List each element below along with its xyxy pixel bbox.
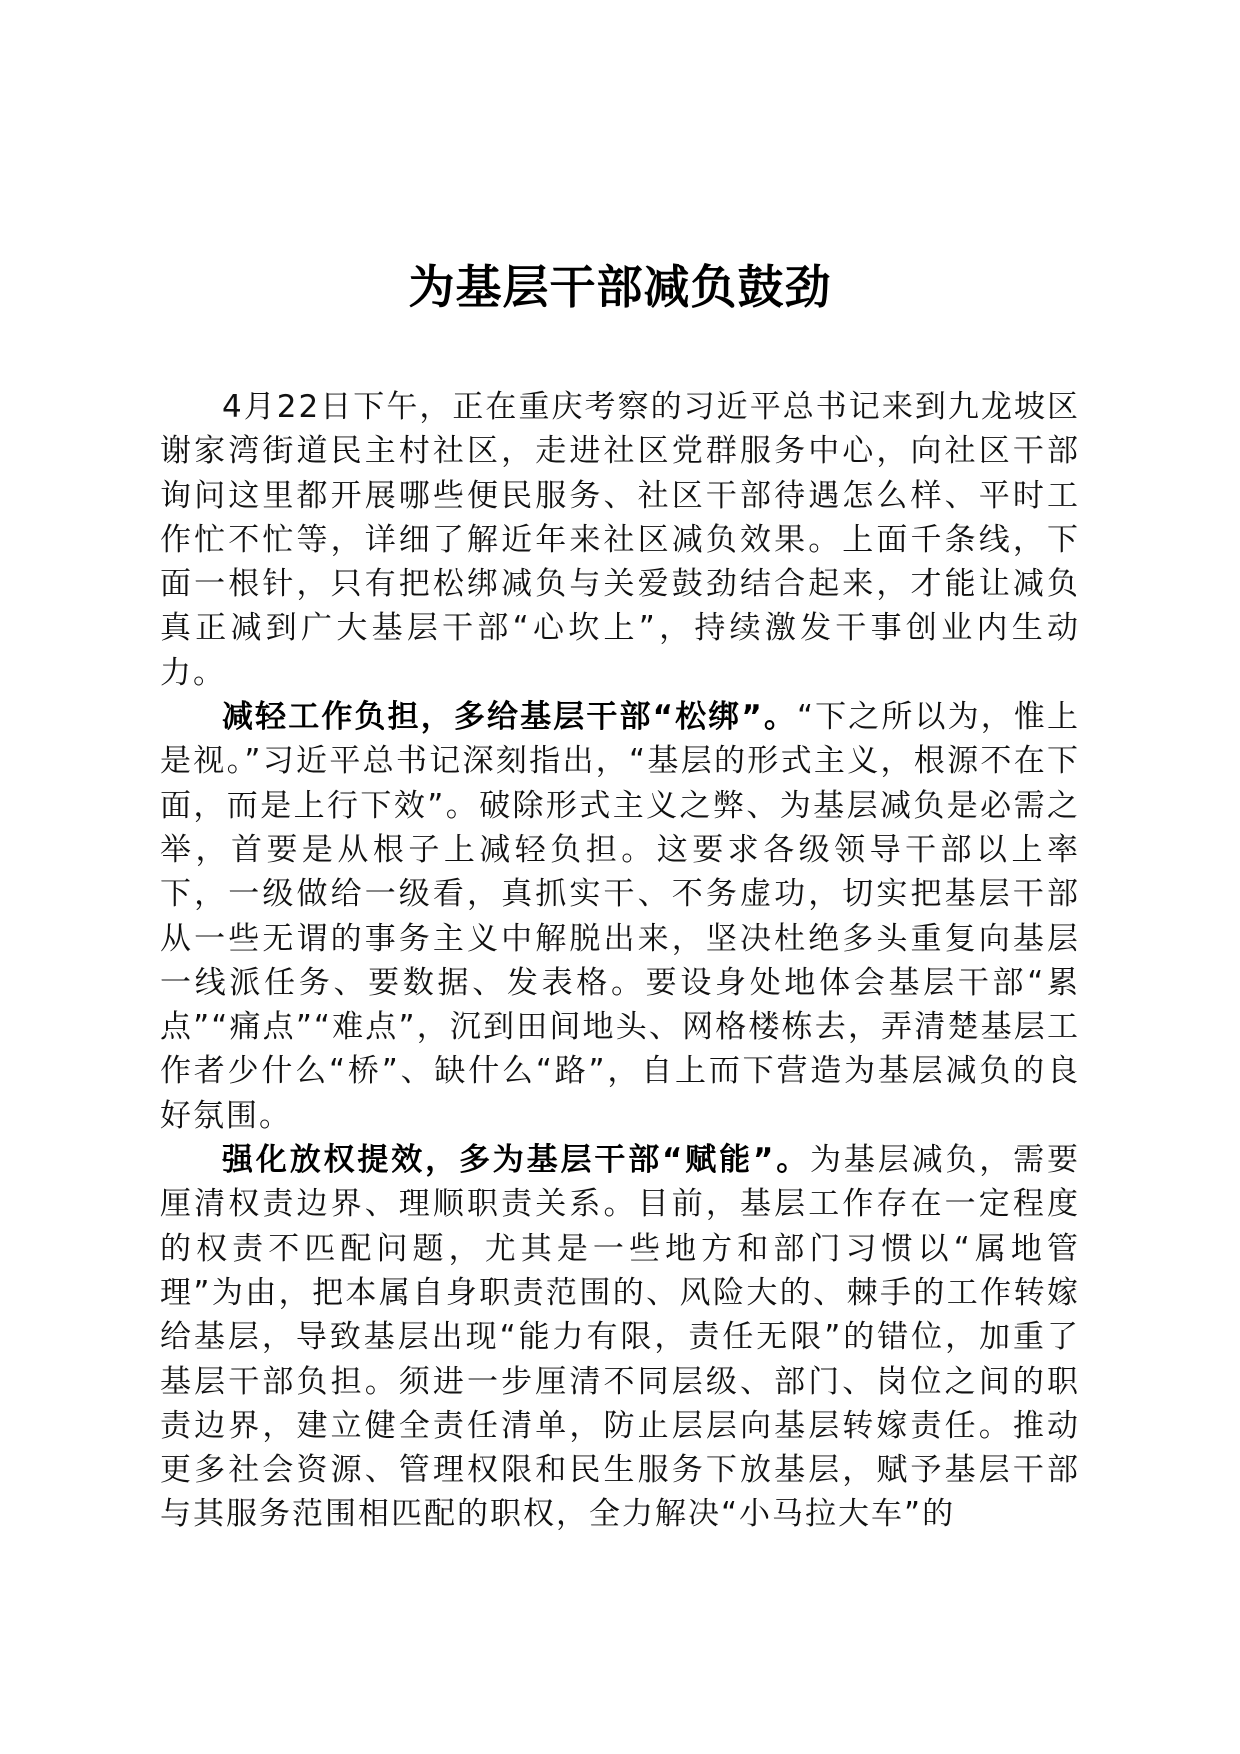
document-body [160, 385, 1080, 1537]
paragraph-2-text: “下之所以为，惟上是视。”习近平总书记深刻指出，“基层的形式主义，根源不在下面，而是上行下效”。破除形式主义之弊、为基层减负是必需之举，首要是从根子上减轻负担。这要求各级领导干部以上率下，一级做给一级看，真抓实干、不务虚功，切实把基层干部从一些无谓的事务主义中解脱出来，坚决杜绝多头重复向基层一线派任务、要数据、发表格。要设身处地体会基层干部“累点”“痛点”“难点”，沉到田间地头、网格楼栋去，弄清楚基层工作者少什么“桥”、缺什么“路”，自上而下营造为基层减负的良好氛围。 [160, 699, 1080, 1134]
paragraph-2 [160, 695, 1080, 1138]
paragraph-3-lead: 强化放权提效，多为基层干部“赋能”。 [222, 1142, 811, 1179]
paragraph-1 [160, 385, 1080, 695]
paragraph-2-lead: 减轻工作负担，多给基层干部“松绑”。 [222, 699, 797, 736]
document-title: 为基层干部减负鼓劲 [408, 260, 832, 314]
paragraph-3 [160, 1138, 1080, 1537]
paragraph-1-text: 4月22日下午，正在重庆考察的习近平总书记来到九龙坡区谢家湾街道民主村社区，走进社区党群服务中心，向社区干部询问这里都开展哪些便民服务、社区干部待遇怎么样、平时工作忙不忙等，详细了解近年来社区减负效果。上面千条线，下面一根针，只有把松绑减负与关爱鼓劲结合起来，才能让减负真正减到广大基层干部“心坎上”，持续激发干事创业内生动力。 [160, 389, 1080, 691]
paragraph-3-text: 为基层减负，需要厘清权责边界、理顺职责关系。目前，基层工作存在一定程度的权责不匹配问题，尤其是一些地方和部门习惯以“属地管理”为由，把本属自身职责范围的、风险大的、棘手的工作转嫁给基层，导致基层出现“能力有限，责任无限”的错位，加重了基层干部负担。须进一步厘清不同层级、部门、岗位之间的职责边界，建立健全责任清单，防止层层向基层转嫁责任。推动更多社会资源、管理权限和民生服务下放基层，赋予基层干部与其服务范围相匹配的职权，全力解决“小马拉大车”的 [160, 1142, 1080, 1533]
